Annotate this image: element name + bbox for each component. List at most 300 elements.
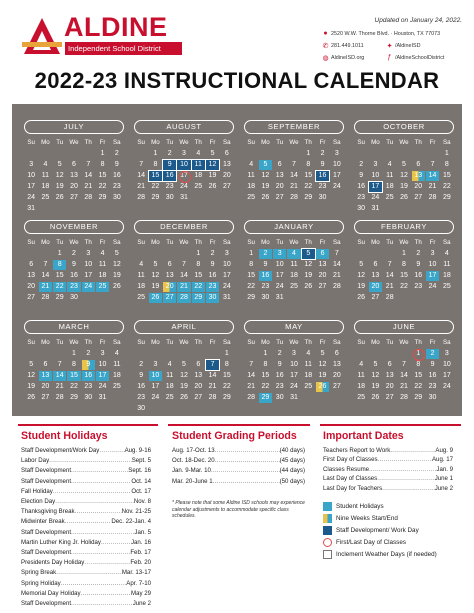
day-cell: 4 [196, 149, 201, 157]
item-label: Presidents Day Holiday [21, 559, 85, 567]
day-cell: 14 [400, 371, 408, 379]
month-title: AUGUST [134, 120, 234, 134]
day-grid [24, 348, 124, 403]
day-cell: 10 [442, 360, 451, 368]
day-empty [369, 349, 382, 359]
item-value: Aug. 9 [435, 447, 453, 454]
leader-dots [101, 539, 131, 546]
day-cell: 3 [334, 149, 339, 157]
day-cell: 16 [163, 171, 176, 181]
day-cell: 18 [112, 371, 121, 379]
item-label: Spring Break [21, 569, 57, 577]
weekday-label: Tu [166, 239, 174, 246]
item-label: Teachers Report to Work [323, 447, 391, 454]
day-cell: 11 [166, 371, 174, 379]
day-cell: 29 [192, 293, 205, 303]
day-cell: 27 [385, 393, 394, 401]
day-cell: 29 [222, 393, 231, 401]
weekday-label: Mo [151, 139, 160, 146]
day-cell: 24 [332, 182, 341, 190]
day-cell: 31 [27, 204, 36, 212]
day-empty [355, 249, 368, 259]
day-cell: 25 [290, 282, 298, 290]
day-cell: 29 [304, 193, 313, 201]
day-cell: 5 [302, 249, 315, 259]
weekday-header-row [244, 138, 344, 148]
day-cell: 2 [426, 349, 439, 359]
day-cell: 16 [70, 271, 78, 279]
legend-item [323, 526, 419, 535]
weekday-label: Th [414, 239, 422, 246]
day-empty [25, 249, 38, 259]
leader-dots [81, 590, 131, 597]
day-cell: 24 [82, 282, 95, 292]
day-cell: 20 [275, 182, 284, 190]
day-cell: 28 [137, 193, 146, 201]
item-value: (40 days) [279, 447, 305, 454]
day-cell: 18 [247, 182, 256, 190]
month-june [354, 320, 454, 403]
day-cell: 6 [29, 260, 34, 268]
day-cell: 24 [180, 182, 188, 190]
item-label: Oct. 18-Dec. 20 [172, 457, 215, 465]
item-label: Labor Day [21, 457, 50, 465]
day-cell: 17 [369, 182, 382, 192]
leader-dots [215, 457, 280, 464]
day-cell: 31 [371, 204, 380, 212]
day-cell: 17 [332, 171, 341, 179]
day-cell: 14 [247, 371, 256, 379]
day-cell: 19 [208, 171, 217, 179]
day-cell: 17 [290, 371, 298, 379]
day-cell: 30 [318, 193, 327, 201]
list-item [323, 485, 453, 492]
list-item [323, 475, 453, 482]
day-cell: 13 [222, 160, 231, 168]
day-cell: 12 [27, 371, 36, 379]
list-item [21, 600, 151, 607]
day-empty [245, 149, 258, 159]
weekday-label: Sa [443, 239, 451, 246]
weekday-label: Fr [429, 239, 436, 246]
month-september [244, 120, 344, 203]
day-cell: 1 [57, 249, 62, 257]
day-empty [273, 149, 286, 159]
day-cell: 21 [290, 182, 298, 190]
day-cell: 24 [151, 393, 160, 401]
legend-label: First/Last Day of Classes [336, 539, 406, 546]
day-cell: 30 [275, 393, 284, 401]
weekday-label: Fr [99, 139, 106, 146]
day-cell: 7 [334, 249, 339, 257]
day-cell: 13 [371, 271, 380, 279]
day-cell: 9 [277, 360, 282, 368]
item-value: Oct. 14 [131, 477, 151, 485]
day-cell: 17 [84, 271, 93, 279]
item-value: May 29 [131, 589, 151, 597]
day-cell: 26 [180, 393, 188, 401]
day-cell: 30 [137, 404, 146, 412]
weekday-label: Tu [276, 139, 284, 146]
day-empty [149, 349, 162, 359]
legend-label: Inclement Weather Days (if needed) [336, 551, 437, 558]
leader-dots [56, 569, 122, 576]
day-grid [134, 248, 234, 303]
leader-dots [61, 580, 127, 587]
weekday-label: Th [194, 139, 202, 146]
weekday-label: Mo [151, 339, 160, 346]
day-cell: 8 [53, 260, 66, 270]
day-cell: 21 [177, 282, 190, 292]
list-item [21, 549, 151, 556]
weekday-header-row [244, 338, 344, 348]
day-cell: 29 [70, 393, 78, 401]
day-cell: 18 [442, 271, 451, 279]
day-empty [135, 149, 148, 159]
leader-dots [378, 456, 432, 463]
day-cell: 5 [29, 360, 34, 368]
day-cell: 28 [428, 193, 437, 201]
weekday-label: Sa [443, 139, 451, 146]
day-cell: 28 [208, 393, 217, 401]
staff-swatch-icon [323, 526, 332, 535]
day-cell: 18 [385, 182, 394, 190]
day-cell: 26 [112, 282, 121, 290]
day-cell: 1 [306, 149, 311, 157]
day-cell: 14 [180, 271, 188, 279]
day-cell: 11 [304, 360, 312, 368]
item-label: Last Day of Classes [323, 475, 378, 483]
day-empty [177, 249, 190, 259]
item-value: Nov. 21-25 [121, 508, 151, 516]
day-cell: 21 [84, 182, 93, 190]
day-cell: 3 [430, 249, 435, 257]
day-grid [244, 248, 344, 303]
day-cell: 1 [153, 149, 158, 157]
day-cell: 7 [206, 360, 219, 370]
day-empty [163, 349, 176, 359]
website-line[interactable] [322, 54, 364, 62]
day-cell: 25 [194, 182, 203, 190]
month-october [354, 120, 454, 214]
day-cell: 27 [222, 182, 231, 190]
day-cell: 20 [163, 282, 176, 292]
day-cell: 23 [318, 182, 327, 190]
day-cell: 22 [98, 182, 107, 190]
weekday-label: We [69, 339, 79, 346]
day-cell: 1 [72, 349, 76, 357]
day-empty [149, 249, 162, 259]
legend-label: Staff Development/ Work Day [336, 527, 419, 534]
day-cell: 6 [416, 160, 421, 168]
day-cell: 26 [371, 393, 380, 401]
weekday-label: Sa [113, 139, 121, 146]
day-cell: 23 [84, 382, 93, 390]
day-cell: 14 [41, 271, 50, 279]
day-cell: 1 [249, 249, 254, 257]
weekday-label: Th [194, 239, 202, 246]
day-cell: 22 [414, 382, 423, 390]
day-cell: 2 [139, 360, 144, 368]
day-empty [67, 149, 80, 159]
leader-dots [213, 478, 280, 485]
item-value: Dec. 22-Jan. 4 [111, 518, 151, 526]
day-cell: 18 [290, 271, 298, 279]
day-cell: 29 [98, 193, 107, 201]
day-cell: 21 [385, 282, 394, 290]
day-empty [39, 349, 52, 359]
day-cell: 1 [196, 249, 201, 257]
leader-dots [382, 485, 435, 492]
address-text: 2520 W.W. Thorne Blvd. · Houston, TX 77073 [331, 30, 441, 37]
weekday-label: Mo [261, 139, 270, 146]
weekday-label: We [179, 139, 189, 146]
leader-dots [211, 467, 280, 474]
list-item [21, 498, 151, 505]
day-cell: 21 [137, 182, 146, 190]
day-cell: 30 [112, 193, 121, 201]
day-cell: 28 [84, 193, 93, 201]
legend-item [323, 502, 384, 511]
month-february [354, 220, 454, 303]
day-cell: 19 [55, 182, 64, 190]
day-grid [354, 348, 454, 403]
day-empty [39, 249, 52, 259]
weekday-label: Fr [209, 139, 216, 146]
day-cell: 2 [72, 249, 76, 257]
item-label: Staff Development [21, 600, 72, 607]
header [0, 0, 474, 100]
item-value: Oct. 17 [131, 487, 151, 495]
day-cell: 19 [27, 382, 36, 390]
day-empty [82, 149, 95, 159]
weekday-label: Tu [56, 239, 64, 246]
weekday-label: Sa [113, 239, 121, 246]
day-cell: 13 [318, 260, 327, 268]
day-empty [245, 349, 258, 359]
day-cell: 3 [273, 249, 286, 259]
day-cell: 10 [98, 360, 107, 368]
day-cell: 24 [275, 282, 284, 290]
weekday-header-row [354, 238, 454, 248]
day-cell: 26 [149, 293, 162, 303]
list-item [21, 590, 151, 597]
day-cell: 11 [98, 260, 107, 268]
day-cell: 3 [444, 349, 449, 357]
day-cell: 4 [387, 160, 392, 168]
weekday-label: Sa [333, 139, 341, 146]
calendar-panel [12, 104, 462, 416]
weekday-label: Tu [166, 339, 174, 346]
day-empty [383, 149, 396, 159]
day-cell: 17 [222, 271, 231, 279]
legend-label: Student Holidays [336, 503, 384, 510]
weekday-label: Mo [41, 139, 50, 146]
month-title: SEPTEMBER [244, 120, 344, 134]
day-cell: 7 [86, 160, 91, 168]
weekday-label: Fr [319, 139, 326, 146]
list-item [323, 456, 453, 463]
legend-item [323, 538, 406, 547]
list-item [172, 447, 305, 454]
day-cell: 6 [167, 260, 172, 268]
day-cell: 6 [43, 360, 48, 368]
day-cell: 22 [151, 182, 160, 190]
weekday-label: Tu [386, 339, 394, 346]
day-cell: 27 [318, 282, 327, 290]
day-empty [25, 349, 38, 359]
day-cell: 26 [55, 193, 64, 201]
weekday-label: Fr [209, 239, 216, 246]
day-cell: 11 [290, 260, 298, 268]
day-empty [39, 149, 52, 159]
day-cell: 31 [180, 193, 188, 201]
website-text[interactable]: AldineISD.org [331, 55, 365, 61]
day-cell: 2 [359, 160, 364, 168]
day-cell: 16 [357, 182, 366, 190]
list-item [172, 467, 305, 474]
day-cell: 8 [72, 360, 76, 368]
grading-periods-title: Student Grading Periods [172, 430, 297, 442]
weekday-label: Su [137, 339, 145, 346]
weekday-label: We [399, 139, 409, 146]
day-cell: 2 [320, 149, 325, 157]
twitter-icon: ✦ [386, 43, 393, 50]
list-item [21, 559, 151, 566]
day-empty [259, 149, 272, 159]
month-december [134, 220, 234, 303]
weekday-header-row [354, 338, 454, 348]
weekday-label: Su [247, 139, 255, 146]
weekday-label: Fr [319, 339, 326, 346]
day-cell: 26 [357, 293, 366, 301]
day-cell: 5 [359, 260, 364, 268]
weekday-label: Tu [386, 239, 394, 246]
day-cell: 16 [275, 371, 284, 379]
day-cell: 11 [113, 360, 121, 368]
list-item [21, 447, 151, 454]
day-cell: 15 [222, 371, 231, 379]
day-cell: 3 [29, 160, 34, 168]
day-cell: 3 [182, 149, 186, 157]
month-title: OCTOBER [354, 120, 454, 134]
list-item [21, 539, 151, 546]
twitter-text[interactable]: /AldineISD [395, 43, 421, 49]
day-cell: 23 [137, 393, 146, 401]
day-cell: 5 [57, 160, 62, 168]
month-title: MAY [244, 320, 344, 334]
day-cell: 13 [27, 271, 36, 279]
leader-dots [71, 529, 134, 536]
item-label: Spring Holiday [21, 579, 61, 587]
day-cell: 6 [334, 349, 339, 357]
day-cell: 26 [400, 193, 408, 201]
day-cell: 11 [192, 160, 205, 170]
day-cell: 21 [428, 182, 437, 190]
list-item [21, 488, 151, 495]
day-cell: 28 [332, 282, 341, 290]
day-cell: 19 [261, 182, 270, 190]
day-cell: 9 [114, 160, 119, 168]
day-cell: 14 [290, 171, 298, 179]
day-cell: 17 [442, 371, 451, 379]
day-cell: 15 [194, 271, 203, 279]
day-cell: 22 [70, 382, 78, 390]
twitter-line[interactable] [386, 42, 420, 50]
month-title: JANUARY [244, 220, 344, 234]
weekday-label: Fr [99, 339, 106, 346]
weekday-label: Tu [276, 239, 284, 246]
updated-note: Updated on January 24, 2022. [374, 17, 462, 24]
weekday-label: Sa [333, 339, 341, 346]
page-title: 2022-23 INSTRUCTIONAL CALENDAR [34, 68, 440, 93]
day-cell: 16 [208, 271, 217, 279]
day-cell: 2 [167, 149, 172, 157]
day-cell: 24 [222, 282, 231, 290]
item-label: Election Day [21, 498, 56, 505]
day-cell: 4 [43, 160, 48, 168]
weekday-header-row [134, 338, 234, 348]
facebook-icon: ƒ [387, 54, 392, 61]
section-rule [168, 424, 310, 426]
day-empty [177, 349, 190, 359]
day-grid [244, 148, 344, 203]
day-cell: 21 [400, 382, 408, 390]
day-cell: 31 [222, 293, 231, 301]
nine-swatch-icon [323, 514, 332, 523]
day-cell: 27 [371, 293, 380, 301]
weekday-label: We [399, 239, 409, 246]
weekday-header-row [134, 138, 234, 148]
item-value: (44 days) [279, 467, 305, 475]
day-cell: 28 [177, 293, 190, 303]
day-cell: 30 [357, 204, 366, 212]
day-cell: 10 [27, 171, 36, 179]
day-cell: 7 [249, 360, 254, 368]
day-cell: 14 [137, 171, 146, 179]
day-cell: 24 [428, 282, 437, 290]
item-label: Mar. 20-June 1 [172, 477, 213, 485]
day-cell: 10 [371, 171, 380, 179]
facebook-line[interactable] [386, 54, 444, 61]
grading-note: * Please note that some Aldine ISD schools may experience calendar adjustments to accommodate specific class schedules. [172, 500, 305, 520]
weekday-header-row [244, 238, 344, 248]
day-cell: 23 [414, 282, 423, 290]
weekday-label: We [69, 239, 79, 246]
facebook-text[interactable]: /AldineSchoolDistrict [395, 54, 445, 61]
leader-dots [84, 559, 130, 566]
day-cell: 28 [385, 293, 394, 301]
day-cell: 7 [43, 260, 48, 268]
day-cell: 11 [386, 171, 394, 179]
item-label: Last Day for Teachers [323, 484, 383, 492]
month-july [24, 120, 124, 214]
day-cell: 5 [182, 360, 186, 368]
day-cell: 30 [84, 393, 93, 401]
day-grid [24, 148, 124, 214]
weekday-label: Mo [371, 139, 380, 146]
day-cell: 27 [332, 382, 341, 390]
day-cell: 14 [385, 271, 394, 279]
day-cell: 20 [70, 182, 78, 190]
weekday-label: Mo [151, 239, 160, 246]
day-empty [287, 149, 300, 159]
day-cell: 15 [304, 171, 313, 179]
day-cell: 6 [387, 360, 392, 368]
day-cell: 28 [247, 393, 256, 401]
leader-dots [55, 498, 134, 505]
day-cell: 27 [70, 193, 78, 201]
